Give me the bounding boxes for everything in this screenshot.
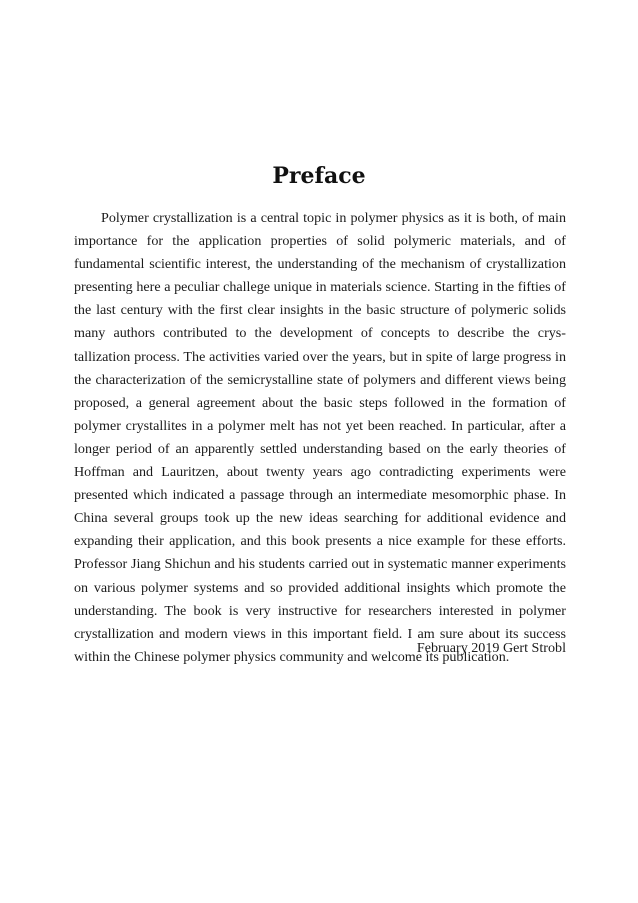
page-title: Preface — [272, 163, 366, 189]
preface-paragraph: Polymer crystallization is a central topic in polymer physics as it is both, of main importance for the application properties of solid polymeric materials, and of fundamental scientific interest, the understanding of the mechanism of crystallization presenting here a peculiar challege unique in materials science. Starting in the fifties of the last century with the first clear insights in the basic structure of polymeric solids many authors contributed to the development of concepts to describe the crystallization process. The activities varied over the years, but in spite of large progress in the characterization of the semicrystalline state of polymers and different views being proposed, a general agreement about the basic steps followed in the formation of polymer crystallites in a polymer melt has not yet been reached. In particular, after a longer period of an apparently settled understanding based on the early theories of Hoffman and Lauritzen, about twenty years ago contradicting experiments were presented which indicated a passage through an intermediate mesomorphic phase. In China several groups took up the new ideas searching for additional evidence and expanding their application, and this book presents a nice example for these efforts. Professor Jiang Shichun and his students carried out in systematic manner experiments on various polymer systems and so provided additional insights which promote the understanding. The book is very instructive for researchers interested in polymer crystallization and modern views in this important field. I am sure about its success within the Chinese polymer physics community and welcome its publication. — [74, 210, 566, 665]
signature-line: February 2019 Gert Strobl — [416, 640, 566, 656]
